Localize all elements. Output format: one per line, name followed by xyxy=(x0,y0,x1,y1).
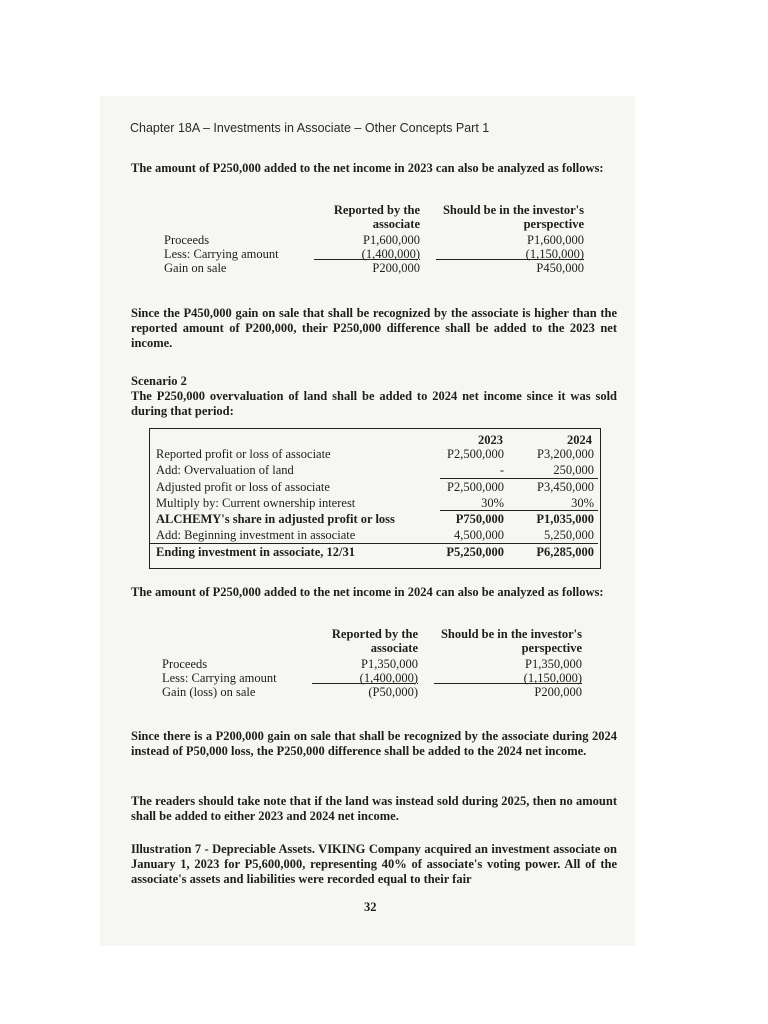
year-2023-header: 2023 xyxy=(478,433,503,447)
illustration-7-paragraph xyxy=(131,842,617,887)
year-2024-header: 2024 xyxy=(567,433,592,447)
row-label: Adjusted profit or loss of associate xyxy=(156,479,330,494)
row-label: Add: Overvaluation of land xyxy=(156,463,294,478)
comparison-table-2024 xyxy=(162,627,582,699)
col-investor-header: Should be in the investor's perspective xyxy=(442,203,584,231)
explanation-2024-paragraph: Since there is a P200,000 gain on sale that shall be recognized by the associate during 2024 instead of P50,000 loss, the P250,000 difference shall be added to the 2024 net income. xyxy=(131,729,617,758)
intro-2023-paragraph: The amount of P250,000 added to the net income in 2023 can also be analyzed as follows: xyxy=(131,161,604,175)
value-2024: P6,285,000 xyxy=(536,544,594,559)
table-row xyxy=(150,527,600,543)
investment-computation-table xyxy=(149,428,601,569)
row-label: Gain (loss) on sale xyxy=(162,685,256,699)
value-2024: 5,250,000 xyxy=(544,528,594,543)
value-2023: P2,500,000 xyxy=(447,447,504,461)
reported-value: (P50,000) xyxy=(368,685,418,699)
scenario-2-section xyxy=(131,374,617,419)
intro-2024-paragraph: The amount of P250,000 added to the net income in 2024 can also be analyzed as follows: xyxy=(131,585,604,599)
table-row xyxy=(164,233,584,247)
table-row xyxy=(150,479,600,495)
underline-rule xyxy=(436,259,584,260)
value-2024: 250,000 xyxy=(553,463,594,478)
reported-value: P200,000 xyxy=(372,261,420,275)
comparison-table-2023 xyxy=(164,203,584,275)
investor-value: P1,600,000 xyxy=(527,233,584,247)
comparison-header xyxy=(164,203,584,233)
row-label: Proceeds xyxy=(162,657,208,671)
row-label: ALCHEMY's share in adjusted profit or loss xyxy=(156,512,395,527)
value-2024: 30% xyxy=(571,495,594,510)
value-2024: P1,035,000 xyxy=(536,512,594,527)
underline-rule xyxy=(434,683,582,684)
underline-rule xyxy=(312,683,416,684)
page-number: 32 xyxy=(364,900,377,914)
col-reported-header: Reported by the associate xyxy=(333,203,420,231)
scenario-2-highlight: The P250,000 overvaluation of land xyxy=(131,389,328,403)
investor-value: (1,150,000) xyxy=(523,671,582,685)
table-row xyxy=(162,657,582,671)
land-sale-note-paragraph: The readers should take note that if the land was instead sold during 2025, then no amount shall be added to either 2023 and 2024 net income. xyxy=(131,794,617,823)
underline-rule xyxy=(314,259,418,260)
col-reported-header: Reported by the associate xyxy=(331,627,418,655)
scenario-2-title: Scenario 2 xyxy=(131,374,187,388)
table-row xyxy=(150,446,600,462)
investor-value: (1,150,000) xyxy=(525,247,584,261)
value-2023: 30% xyxy=(481,495,504,510)
scenario-2-year: 2024 xyxy=(432,389,458,403)
explanation-2023-paragraph: Since the P450,000 gain on sale that shall be recognized by the associate is higher than the reported amount of P200,000, their P250,000 difference shall be added to the 2023 net income. xyxy=(131,306,617,350)
table-row xyxy=(162,671,582,685)
table-row xyxy=(150,544,600,560)
chapter-header: Chapter 18A – Investments in Associate – Other Concepts Part 1 xyxy=(130,121,490,135)
value-2024: P3,450,000 xyxy=(537,479,594,494)
reported-value: (1,400,000) xyxy=(359,671,418,685)
row-label: Proceeds xyxy=(164,233,210,247)
value-2024: P3,200,000 xyxy=(537,447,594,461)
investor-value: P450,000 xyxy=(536,261,584,275)
row-label: Less: Carrying amount xyxy=(162,671,277,685)
col-investor-header: Should be in the investor's perspective xyxy=(440,627,582,655)
scenario-2-text-mid: shall be added to xyxy=(327,389,433,403)
reported-value: P1,350,000 xyxy=(361,657,418,671)
reported-value: P1,600,000 xyxy=(363,233,420,247)
year-header-row xyxy=(150,429,600,446)
value-2023: P750,000 xyxy=(455,512,504,527)
table-row xyxy=(162,685,582,699)
value-2023: P2,500,000 xyxy=(447,479,504,494)
row-label: Multiply by: Current ownership interest xyxy=(156,495,356,510)
comparison-header xyxy=(162,627,582,657)
table-row xyxy=(150,462,600,478)
value-2023: - xyxy=(499,463,504,478)
illustration-text: VIKING Company acquired an investment associate on January 1, 2023 for P5,600,000, representing 40% of associate's voting power. All of the associate's assets and liabilities were recorded equal to their fair xyxy=(131,842,617,886)
scenario-2-text xyxy=(131,389,617,419)
scenario-2-text-end: net income since it was sold during that period: xyxy=(131,389,617,418)
investor-value: P1,350,000 xyxy=(525,657,582,671)
row-label: Add: Beginning investment in associate xyxy=(156,528,356,543)
reported-value: (1,400,000) xyxy=(361,247,420,261)
table-row xyxy=(150,511,600,527)
row-label: Less: Carrying amount xyxy=(164,247,279,261)
investor-value: P200,000 xyxy=(534,685,582,699)
illustration-title: Illustration 7 - Depreciable Assets. xyxy=(131,842,315,856)
table-row xyxy=(150,495,600,511)
row-label: Ending investment in associate, 12/31 xyxy=(156,544,355,559)
row-label: Gain on sale xyxy=(164,261,227,275)
value-2023: P5,250,000 xyxy=(446,544,504,559)
row-label: Reported profit or loss of associate xyxy=(156,447,331,461)
value-2023: 4,500,000 xyxy=(454,528,504,543)
table-row xyxy=(164,261,584,275)
table-row xyxy=(164,247,584,261)
